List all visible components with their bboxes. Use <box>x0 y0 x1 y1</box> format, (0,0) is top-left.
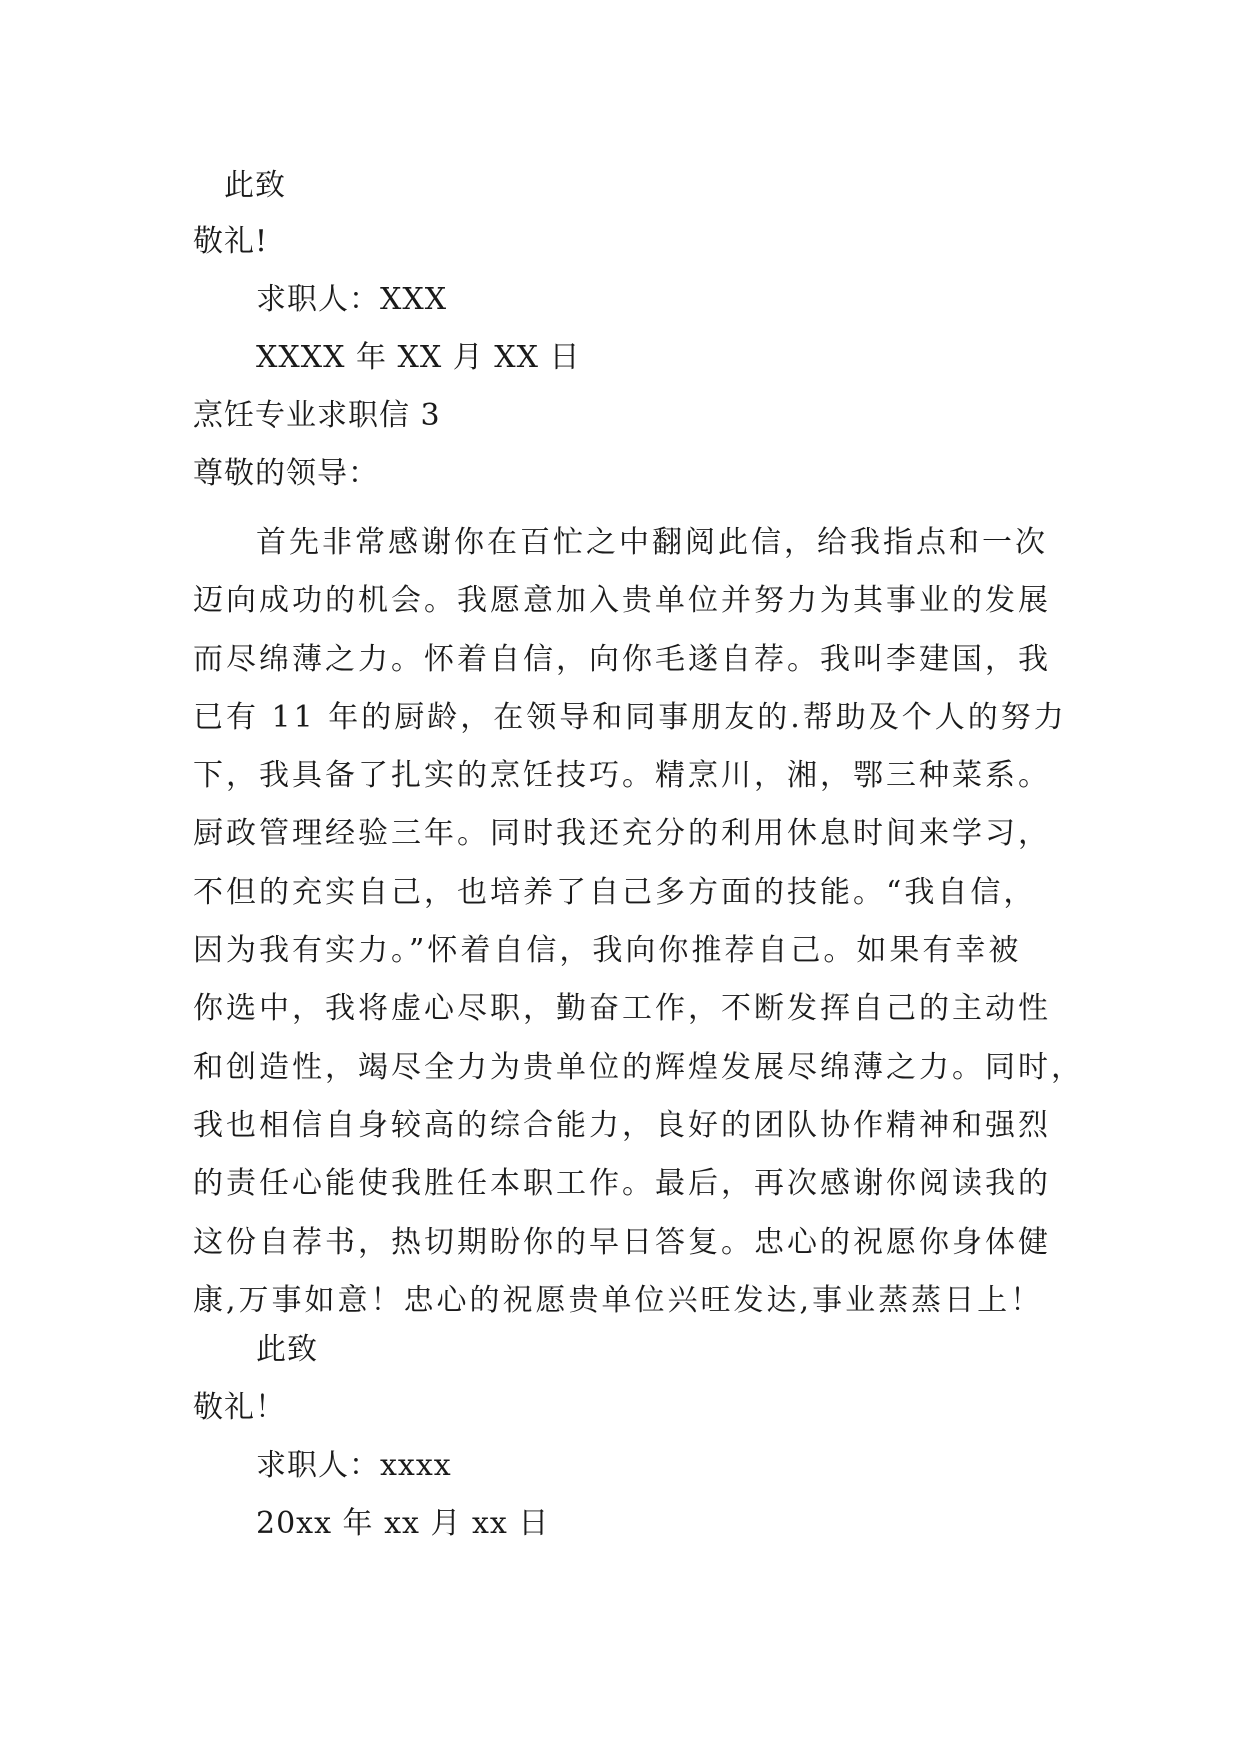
body-line: 你选中，我将虚心尽职，勤奋工作，不断发挥自己的主动性 <box>193 991 1051 1027</box>
body-line: 这份自荐书，热切期盼你的早日答复。忠心的祝愿你身体健 <box>193 1224 1051 1260</box>
body-line: 不但的充实自己，也培养了自己多方面的技能。“我自信， <box>193 874 1037 910</box>
closing-jingli: 敬礼！ <box>193 1390 286 1425</box>
body-line: 康,万事如意！忠心的祝愿贵单位兴旺发达,事业蒸蒸日上！ <box>193 1282 1044 1318</box>
body-line: 我也相信自身较高的综合能力，良好的团队协作精神和强烈 <box>193 1107 1051 1143</box>
body-line: 因为我有实力。”怀着自信，我向你推荐自己。如果有幸被 <box>193 933 1022 969</box>
letter-date: 20xx 年 xx 月 xx 日 <box>256 1506 550 1541</box>
letter-title: 烹饪专业求职信 3 <box>193 398 441 433</box>
letter-salutation: 尊敬的领导： <box>193 456 379 491</box>
letter-body <box>193 514 1084 1330</box>
body-line: 下，我具备了扎实的烹饪技巧。精烹川，湘，鄂三种菜系。 <box>193 758 1051 794</box>
body-line: 已有 11 年的厨龄，在领导和同事朋友的.帮助及个人的努力 <box>193 699 1067 735</box>
body-line: 厨政管理经验三年。同时我还充分的利用休息时间来学习， <box>193 816 1051 852</box>
applicant-signature: 求职人：XXX <box>256 282 448 317</box>
body-line: 的责任心能使我胜任本职工作。最后，再次感谢你阅读我的 <box>193 1166 1051 1202</box>
body-line: 迈向成功的机会。我愿意加入贵单位并努力为其事业的发展 <box>193 583 1051 619</box>
body-line: 而尽绵薄之力。怀着自信，向你毛遂自荐。我叫李建国，我 <box>193 641 1051 677</box>
applicant-signature: 求职人：xxxx <box>256 1448 452 1483</box>
closing-cizhi: 此致 <box>224 168 286 203</box>
closing-jingli: 敬礼! <box>193 224 269 259</box>
closing-cizhi: 此致 <box>256 1332 318 1367</box>
body-line: 和创造性，竭尽全力为贵单位的辉煌发展尽绵薄之力。同时， <box>193 1049 1084 1085</box>
letter-date: XXXX 年 XX 月 XX 日 <box>256 340 581 375</box>
body-line: 首先非常感谢你在百忙之中翻阅此信，给我指点和一次 <box>256 525 1048 560</box>
